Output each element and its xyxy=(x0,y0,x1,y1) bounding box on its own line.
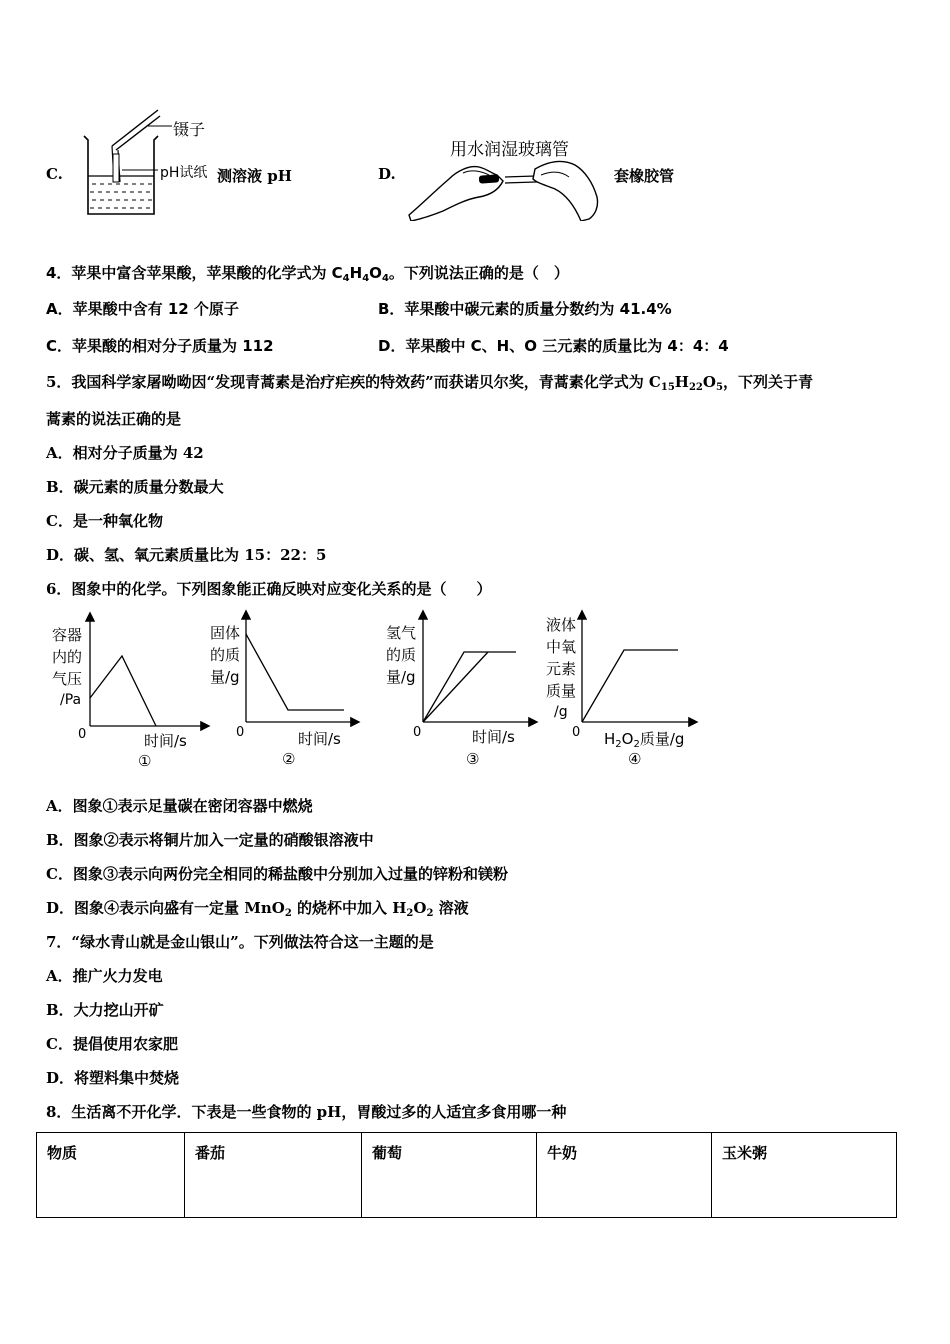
q5-option-c: C．是一种氧化物 xyxy=(46,512,163,530)
glass-tube-caption: 用水润湿玻璃管 xyxy=(450,140,569,160)
q4-option-b: B．苹果酸中碳元素的质量分数约为 41.4% xyxy=(378,300,672,318)
table-row xyxy=(37,1133,897,1218)
q8-stem: 8．生活离不开化学．下表是一些食物的 pH，胃酸过多的人适宜多食用哪一种 xyxy=(46,1103,567,1121)
graph-4-ylabel-4: /g xyxy=(554,704,568,720)
q6-stem: 6．图象中的化学。下列图象能正确反映对应变化关系的是（ ） xyxy=(46,580,492,598)
graph-3-num: ③ xyxy=(466,750,480,768)
table-header-milk: 牛奶 xyxy=(537,1133,712,1218)
graph-1-xlabel: 时间/s xyxy=(144,732,187,750)
graph-4 xyxy=(546,612,696,768)
table-header-substance: 物质 xyxy=(37,1133,185,1218)
graph-2-xlabel: 时间/s xyxy=(298,730,341,748)
graph-2-ylabel-0: 固体 xyxy=(210,624,241,642)
graph-1-ylabel-0: 容器 xyxy=(52,626,83,644)
graph-1-ylabel-2: 气压 xyxy=(52,670,83,688)
q3-option-c-caption: 测溶液 pH xyxy=(217,167,292,185)
q7-option-a: A．推广火力发电 xyxy=(46,967,163,985)
q4-stem: 4．苹果中富含苹果酸，苹果酸的化学式为 $C_4H_4O_4$。下列说法正确的是（ ） xyxy=(46,264,569,284)
graph-4-ylabel-1: 中氧 xyxy=(546,638,577,656)
graph-3-curve-slow xyxy=(423,652,488,722)
q5-option-a: A．相对分子质量为 42 xyxy=(46,444,204,462)
q7-stem: 7．“绿水青山就是金山银山”。下列做法符合这一主题的是 xyxy=(46,933,434,951)
q4-option-a: A．苹果酸中含有 12 个原子 xyxy=(46,300,239,318)
q6-option-b: B．图象②表示将铜片加入一定量的硝酸银溶液中 xyxy=(46,831,374,849)
q4-option-d: D．苹果酸中 C、H、O 三元素的质量比为 4：4：4 xyxy=(378,337,729,355)
hands-glass-tube-illustration xyxy=(405,155,605,221)
q6-option-c: C．图象③表示向两份完全相同的稀盐酸中分别加入过量的锌粉和镁粉 xyxy=(46,865,508,883)
graph-1-num: ① xyxy=(138,752,152,770)
graph-3-ylabel-0: 氢气 xyxy=(386,624,417,642)
graph-1-curve xyxy=(90,656,156,726)
q5-stem-line2: 蒿素的说法正确的是 xyxy=(46,410,182,428)
q5-option-d: D．碳、氢、氧元素质量比为 15：22：5 xyxy=(46,546,327,564)
q7-option-c: C．提倡使用农家肥 xyxy=(46,1035,178,1053)
q3-option-d-label: D. xyxy=(378,165,396,183)
graph-2 xyxy=(210,612,358,768)
q3-option-c-label: C. xyxy=(46,165,63,183)
graph-4-num: ④ xyxy=(628,750,642,768)
graph-2-origin: 0 xyxy=(236,725,245,740)
tweezers-label: 镊子 xyxy=(173,120,206,139)
graph-1 xyxy=(52,614,208,770)
q5-option-b: B．碳元素的质量分数最大 xyxy=(46,478,224,496)
graph-4-curve xyxy=(582,650,678,722)
table-header-corn-porridge: 玉米粥 xyxy=(712,1133,897,1218)
graph-1-ylabel-3: /Pa xyxy=(60,692,82,708)
ph-paper-label: pH试纸 xyxy=(160,165,208,181)
graph-3-xlabel: 时间/s xyxy=(472,728,515,746)
graph-2-ylabel-2: 量/g xyxy=(210,668,240,686)
graph-4-ylabel-0: 液体 xyxy=(546,616,577,634)
graph-4-ylabel-2: 元素 xyxy=(546,660,577,678)
graph-3-ylabel-1: 的质 xyxy=(386,646,417,664)
graph-1-origin: 0 xyxy=(78,727,87,742)
q6-option-d: D．图象④表示向盛有一定量 MnO$_2$ 的烧杯中加入 $H_2O_2$ 溶液 xyxy=(46,899,469,919)
graph-3-origin: 0 xyxy=(413,725,422,740)
q3-option-d-caption: 套橡胶管 xyxy=(614,167,675,185)
q6-option-a: A．图象①表示足量碳在密闭容器中燃烧 xyxy=(46,797,313,815)
graph-3-curve-fast xyxy=(423,652,516,722)
graph-4-xlabel: $H_2O_2$质量/g xyxy=(604,730,685,750)
q4-option-c: C．苹果酸的相对分子质量为 112 xyxy=(46,337,274,355)
q7-option-b: B．大力挖山开矿 xyxy=(46,1001,164,1019)
graph-1-ylabel-1: 内的 xyxy=(52,648,83,666)
q7-option-d: D．将塑料集中焚烧 xyxy=(46,1069,180,1087)
graph-4-origin: 0 xyxy=(572,725,581,740)
graph-2-curve xyxy=(246,634,344,710)
q5-stem-line1: 5．我国科学家屠呦呦因“发现青蒿素是治疗疟疾的特效药”而获诺贝尔奖，青蒿素化学式为 $C_{15}H_{22}O_5$，下列关于青 xyxy=(46,373,813,393)
graph-3 xyxy=(386,612,536,768)
graph-3-ylabel-2: 量/g xyxy=(386,668,416,686)
table-header-tomato: 番茄 xyxy=(185,1133,362,1218)
food-ph-table xyxy=(36,1132,897,1218)
q6-graphs xyxy=(40,606,720,772)
graph-2-ylabel-1: 的质 xyxy=(210,646,241,664)
graph-2-num: ② xyxy=(282,750,296,768)
graph-4-ylabel-3: 质量 xyxy=(546,682,577,700)
table-header-grape: 葡萄 xyxy=(362,1133,537,1218)
